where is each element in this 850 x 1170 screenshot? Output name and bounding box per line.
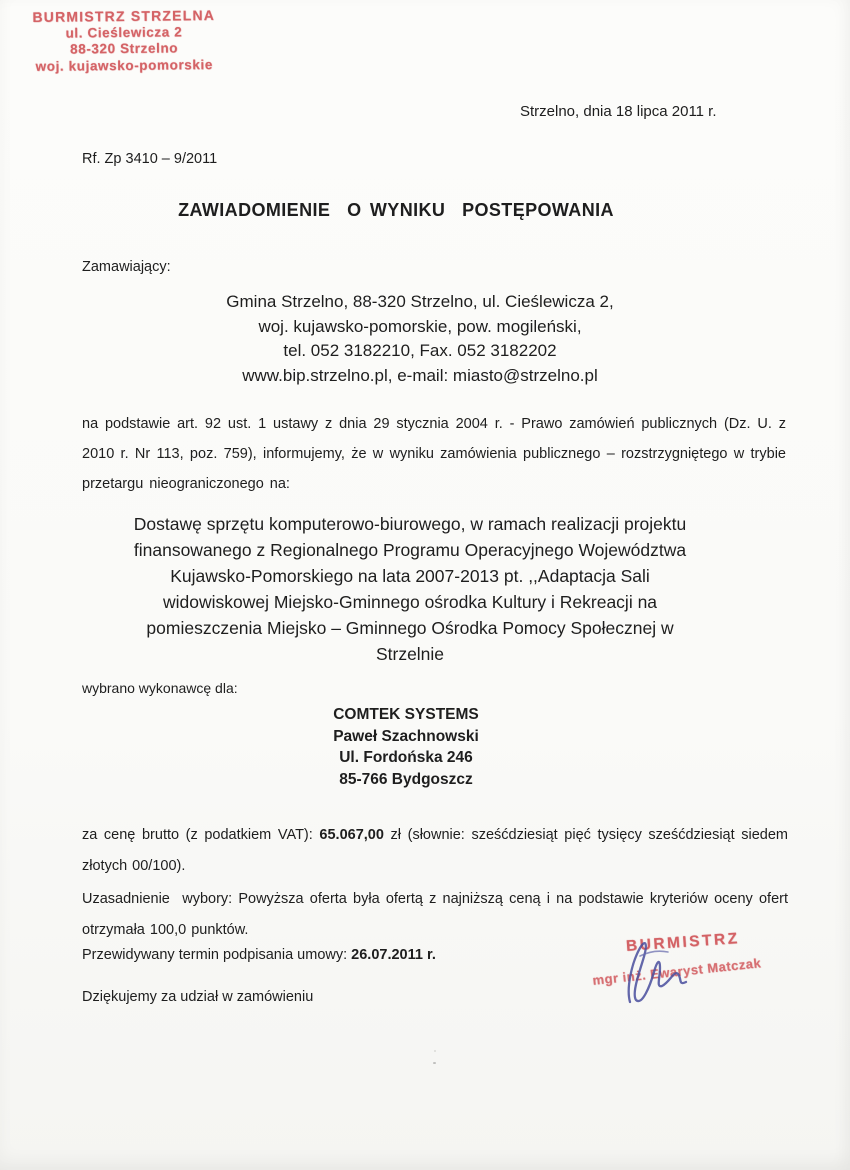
letterhead-stamp-line: 88-320 Strzelno: [69, 40, 179, 57]
subject-line: finansowanego z Regionalnego Programu Operacyjnego Województwa: [133, 540, 687, 560]
price-paragraph: [82, 820, 788, 882]
signing-date-line: [82, 947, 436, 963]
chosen-contractor-label: wybrano wykonawcę dla:: [82, 680, 238, 696]
document-title: ZAWIADOMIENIE O WYNIKU POSTĘPOWANIA: [178, 200, 614, 220]
justification-paragraph: Uzasadnienie wybory: Powyższa oferta była ofertą z najniższą ceną i na podstawie kryteriów oceny ofert otrzymała 100,0 punktów.: [82, 891, 794, 938]
legal-basis-paragraph: na podstawie art. 92 ust. 1 ustawy z dnia 29 stycznia 2004 r. - Prawo zamówień publicznych (Dz. U. z 2010 r. Nr 113, poz. 759), informujemy, że w wyniku zamówienia publicznego – rozstrzygniętego w trybie przetargu nieograniczonego na:: [82, 416, 786, 492]
orderer-address-line: tel. 052 3182210, Fax. 052 3182202: [283, 341, 557, 360]
orderer-label: Zamawiający:: [82, 259, 171, 275]
orderer-address: [0, 290, 840, 388]
contractor-city: 85-766 Bydgoszcz: [339, 770, 473, 788]
letterhead-stamp-line: woj. kujawsko-pomorskie: [35, 56, 213, 74]
subject-line: Strzelnie: [375, 644, 445, 664]
orderer-address-line: www.bip.strzelno.pl, e-mail: miasto@strzelno.pl: [242, 365, 598, 385]
scan-speck: [434, 1050, 436, 1052]
letterhead-stamp: [12, 7, 237, 75]
mayor-stamp-title: BURMISTRZ: [625, 930, 741, 955]
date-line: Strzelno, dnia 18 lipca 2011 r.: [520, 103, 717, 120]
signing-date-prefix: Przewidywany termin podpisania umowy:: [82, 947, 352, 963]
contractor-address: [0, 704, 812, 790]
scan-speck: [433, 1062, 436, 1064]
signing-date-value: 26.07.2011 r.: [351, 947, 436, 963]
contractor-name: COMTEK SYSTEMS: [333, 706, 479, 723]
subject-line: Kujawsko-Pomorskiego na lata 2007-2013 pt. ,,Adaptacja Sali: [170, 566, 650, 586]
orderer-address-line: woj. kujawsko-pomorskie, pow. mogileński,: [258, 316, 582, 336]
mayor-stamp-name: mgr inż. Ewaryst Matczak: [591, 955, 762, 988]
price-prefix: za cenę brutto (z podatkiem VAT):: [82, 827, 320, 843]
handwritten-signature: [596, 928, 726, 1013]
contractor-street: Ul. Fordońska 246: [339, 749, 473, 766]
procurement-subject: [10, 511, 810, 667]
price-amount: 65.067,00: [319, 827, 384, 843]
reference-number: Rf. Zp 3410 – 9/2011: [82, 151, 218, 167]
letterhead-stamp-line: BURMISTRZ STRZELNA: [32, 7, 216, 25]
orderer-address-line: Gmina Strzelno, 88-320 Strzelno, ul. Cieślewicza 2,: [226, 292, 614, 311]
subject-line: Dostawę sprzętu komputerowo-biurowego, w ramach realizacji projektu: [133, 514, 687, 534]
letterhead-stamp-line: ul. Cieślewicza 2: [65, 23, 183, 41]
contractor-person: Paweł Szachnowski: [333, 727, 479, 745]
subject-line: pomieszczenia Miejsko – Gminnego Ośrodka Pomocy Społecznej w: [146, 618, 674, 638]
price-suffix: zł (słownie: sześćdziesiąt pięć tysięcy sześćdziesiąt siedem złotych 00/100).: [82, 827, 789, 874]
thanks-line: Dziękujemy za udział w zamówieniu: [82, 989, 314, 1005]
subject-line: widowiskowej Miejsko-Gminnego ośrodka Kultury i Rekreacji na: [162, 592, 658, 612]
